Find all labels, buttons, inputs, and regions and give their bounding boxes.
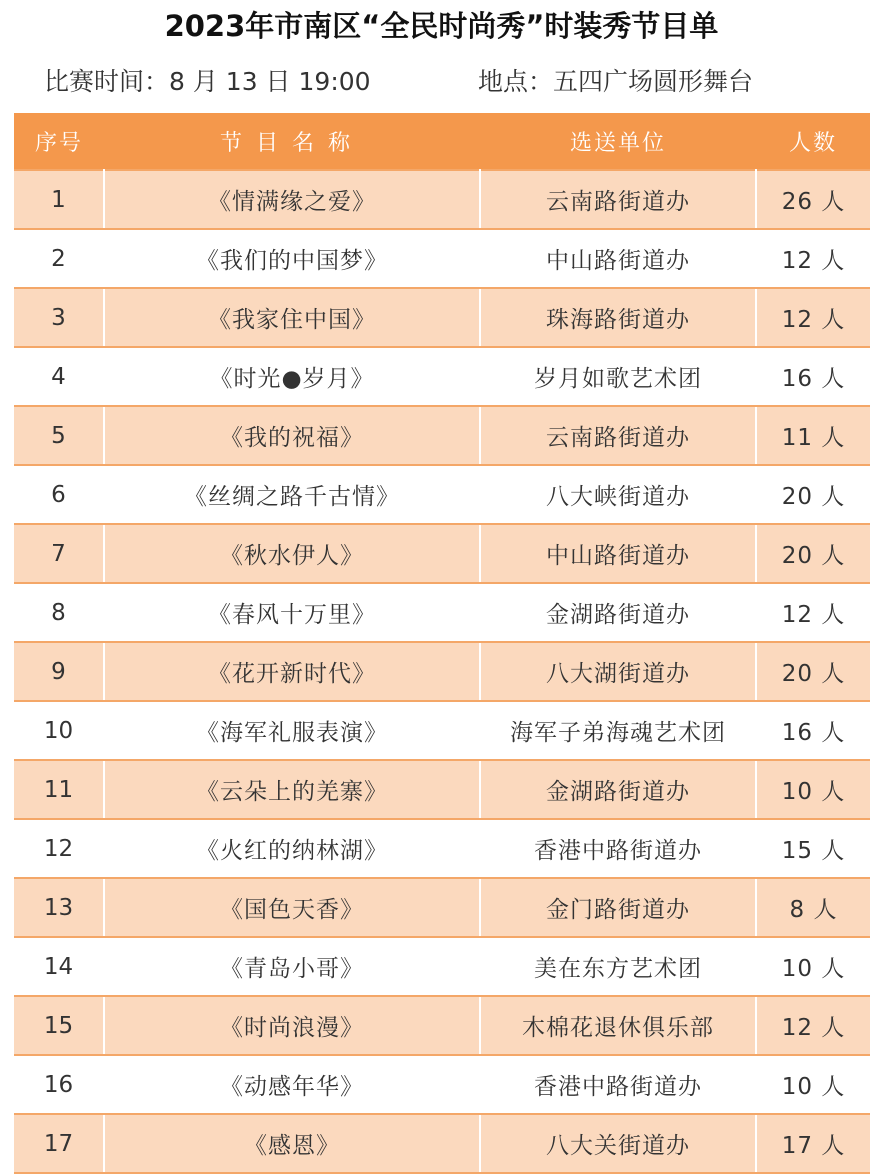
row-program-name: 《时尚浪漫》 xyxy=(104,996,480,1055)
table-row xyxy=(14,642,870,701)
row-count: 12 人 xyxy=(756,583,870,642)
row-seq: 16 xyxy=(14,1055,104,1114)
table-row xyxy=(14,229,870,288)
header-row xyxy=(14,113,870,170)
table-header xyxy=(14,113,870,170)
page-title: 2023年市南区“全民时尚秀”时装秀节目单 xyxy=(164,9,719,43)
row-count: 10 人 xyxy=(756,1055,870,1114)
row-count: 20 人 xyxy=(756,524,870,583)
row-count: 15 人 xyxy=(756,819,870,878)
row-program-name: 《情满缘之爱》 xyxy=(104,170,480,229)
table-row xyxy=(14,1055,870,1114)
row-count: 20 人 xyxy=(756,642,870,701)
row-seq: 12 xyxy=(14,819,104,878)
row-unit: 金湖路街道办 xyxy=(480,760,756,819)
row-program-name: 《我家住中国》 xyxy=(104,288,480,347)
row-unit: 中山路街道办 xyxy=(480,524,756,583)
row-seq: 13 xyxy=(14,878,104,937)
row-program-name: 《秋水伊人》 xyxy=(104,524,480,583)
row-seq: 10 xyxy=(14,701,104,760)
row-program-name: 《时光●岁月》 xyxy=(104,347,480,406)
row-seq: 11 xyxy=(14,760,104,819)
row-program-name: 《青岛小哥》 xyxy=(104,937,480,996)
row-unit: 香港中路街道办 xyxy=(480,1055,756,1114)
row-unit: 八大关街道办 xyxy=(480,1114,756,1173)
row-program-name: 《国色天香》 xyxy=(104,878,480,937)
row-unit: 香港中路街道办 xyxy=(480,819,756,878)
program-table-container xyxy=(14,113,870,1174)
row-count: 10 人 xyxy=(756,760,870,819)
table-row xyxy=(14,819,870,878)
row-count: 12 人 xyxy=(756,229,870,288)
table-row xyxy=(14,347,870,406)
header-program-name: 节目名称 xyxy=(104,113,480,170)
table-row xyxy=(14,170,870,229)
row-seq: 7 xyxy=(14,524,104,583)
row-program-name: 《丝绸之路千古情》 xyxy=(104,465,480,524)
row-unit: 云南路街道办 xyxy=(480,170,756,229)
row-seq: 17 xyxy=(14,1114,104,1173)
row-seq: 3 xyxy=(14,288,104,347)
row-count: 20 人 xyxy=(756,465,870,524)
header-seq: 序号 xyxy=(14,113,104,170)
row-unit: 珠海路街道办 xyxy=(480,288,756,347)
table-row xyxy=(14,996,870,1055)
row-seq: 14 xyxy=(14,937,104,996)
row-unit: 云南路街道办 xyxy=(480,406,756,465)
row-program-name: 《花开新时代》 xyxy=(104,642,480,701)
row-program-name: 《我的祝福》 xyxy=(104,406,480,465)
table-row xyxy=(14,524,870,583)
table-row xyxy=(14,878,870,937)
row-program-name: 《我们的中国梦》 xyxy=(104,229,480,288)
row-count: 16 人 xyxy=(756,347,870,406)
row-seq: 15 xyxy=(14,996,104,1055)
row-unit: 海军子弟海魂艺术团 xyxy=(480,701,756,760)
row-program-name: 《海军礼服表演》 xyxy=(104,701,480,760)
row-count: 10 人 xyxy=(756,937,870,996)
row-seq: 8 xyxy=(14,583,104,642)
row-unit: 八大峡街道办 xyxy=(480,465,756,524)
row-unit: 美在东方艺术团 xyxy=(480,937,756,996)
row-seq: 9 xyxy=(14,642,104,701)
event-time: 比赛时间：8 月 13 日 19:00 xyxy=(44,67,371,96)
row-unit: 八大湖街道办 xyxy=(480,642,756,701)
table-row xyxy=(14,583,870,642)
table-row xyxy=(14,760,870,819)
table-body xyxy=(14,170,870,1173)
row-count: 17 人 xyxy=(756,1114,870,1173)
table-row xyxy=(14,406,870,465)
table-row xyxy=(14,701,870,760)
row-count: 26 人 xyxy=(756,170,870,229)
row-count: 12 人 xyxy=(756,996,870,1055)
event-venue: 地点：五四广场圆形舞台 xyxy=(478,67,754,96)
row-count: 8 人 xyxy=(756,878,870,937)
row-seq: 5 xyxy=(14,406,104,465)
header-unit: 选送单位 xyxy=(480,113,756,170)
row-program-name: 《春风十万里》 xyxy=(104,583,480,642)
table-row xyxy=(14,937,870,996)
row-unit: 金湖路街道办 xyxy=(480,583,756,642)
row-seq: 2 xyxy=(14,229,104,288)
row-seq: 6 xyxy=(14,465,104,524)
row-count: 11 人 xyxy=(756,406,870,465)
row-program-name: 《云朵上的羌寨》 xyxy=(104,760,480,819)
row-program-name: 《动感年华》 xyxy=(104,1055,480,1114)
row-program-name: 《火红的纳林湖》 xyxy=(104,819,480,878)
row-unit: 岁月如歌艺术团 xyxy=(480,347,756,406)
row-seq: 1 xyxy=(14,170,104,229)
header-count: 人数 xyxy=(756,113,870,170)
row-unit: 中山路街道办 xyxy=(480,229,756,288)
row-program-name: 《感恩》 xyxy=(104,1114,480,1173)
row-unit: 木棉花退休俱乐部 xyxy=(480,996,756,1055)
row-unit: 金门路街道办 xyxy=(480,878,756,937)
row-count: 16 人 xyxy=(756,701,870,760)
row-seq: 4 xyxy=(14,347,104,406)
table-row xyxy=(14,1114,870,1173)
program-table xyxy=(14,113,870,1174)
row-count: 12 人 xyxy=(756,288,870,347)
table-row xyxy=(14,288,870,347)
table-row xyxy=(14,465,870,524)
